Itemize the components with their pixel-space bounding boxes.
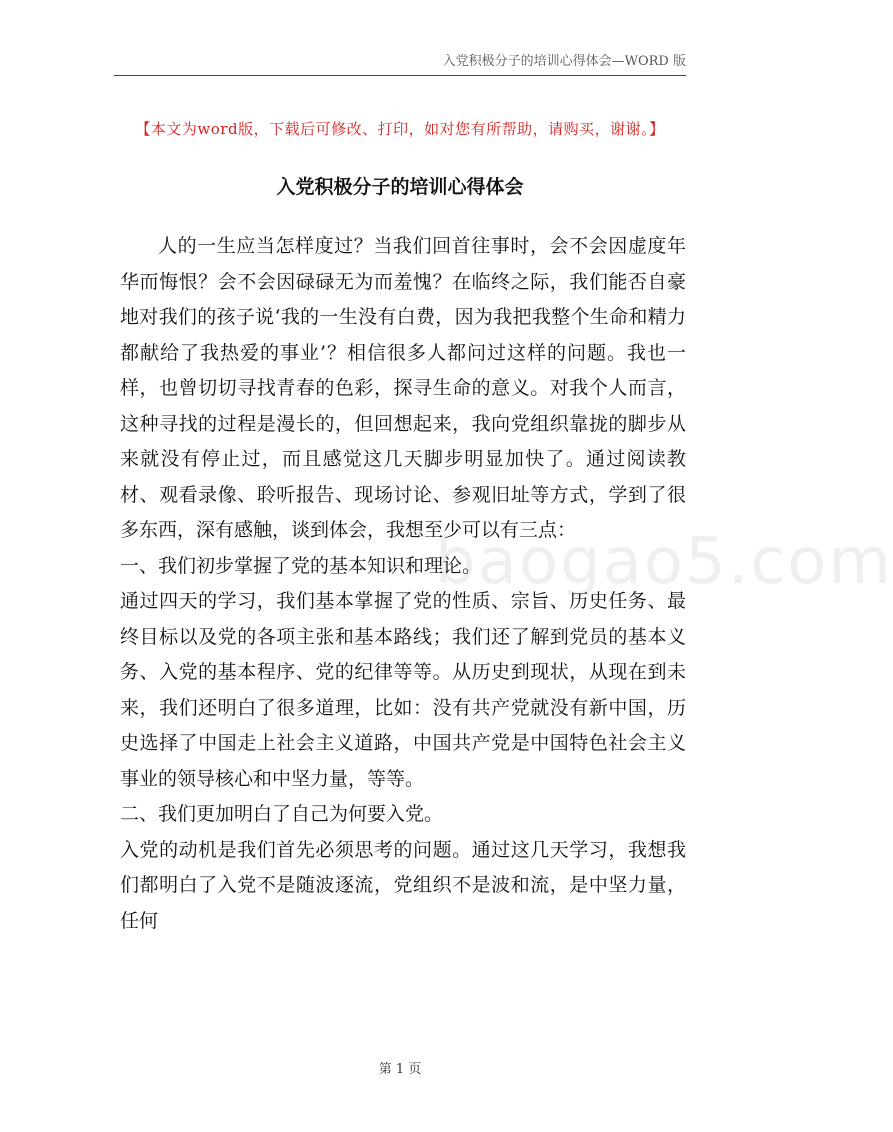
section-heading-2: 二、我们更加明白了自己为何要入党。 (120, 803, 444, 825)
paragraph-section-1: 通过四天的学习，我们基本掌握了党的性质、宗旨、历史任务、最终目标以及党的各项主张和基本路线；我们还了解到党员的基本义务、入党的基本程序、党的纪律等等。从历史到现状，从现在到未来，我们还明白了很多道理，比如：没有共产党就没有新中国，历史选择了中国走上社会主义道路，中国共产党是中国特色社会主义事业的领导核心和中坚力量，等等。 (120, 590, 686, 790)
watermark: baogao5.com (435, 525, 893, 599)
section-heading-1: 一、我们初步掌握了党的基本知识和理论。 (120, 554, 482, 577)
document-title: 入党积极分子的培训心得体会 (276, 176, 524, 198)
paragraph-intro: 人的一生应当怎样度过？当我们回首往事时，会不会因虚度年华而悔恨？会不会因碌碌无为而羞愧？在临终之际，我们能否自豪地对我们的孩子说‘我的一生没有白费，因为我把我整个生命和精力都献给了我热爱的事业’？相信很多人都问过这样的问题。我也一样，也曾切切寻找青春的色彩，探寻生命的意义。对我个人而言，这种寻找的过程是漫长的，但回想起来，我向党组织靠拢的脚步从来就没有停止过，而且感觉这几天脚步明显加快了。通过阅读教材、观看录像、聆听报告、现场讨论、参观旧址等方式，学到了很多东西，深有感触，谈到体会，我想至少可以有三点： (120, 235, 686, 541)
page-number: 第 1 页 (378, 1062, 422, 1077)
download-notice: 【本文为word版，下载后可修改、打印，如对您有所帮助，请购买，谢谢。】 (135, 120, 665, 138)
paragraph-section-2: 入党的动机是我们首先必须思考的问题。通过这几天学习，我想我们都明白了入党不是随波逐流，党组织不是波和流，是中坚力量，任何 (120, 838, 686, 932)
running-header: 入党积极分子的培训心得体会—WORD 版 (442, 54, 686, 69)
header-divider (114, 75, 686, 76)
